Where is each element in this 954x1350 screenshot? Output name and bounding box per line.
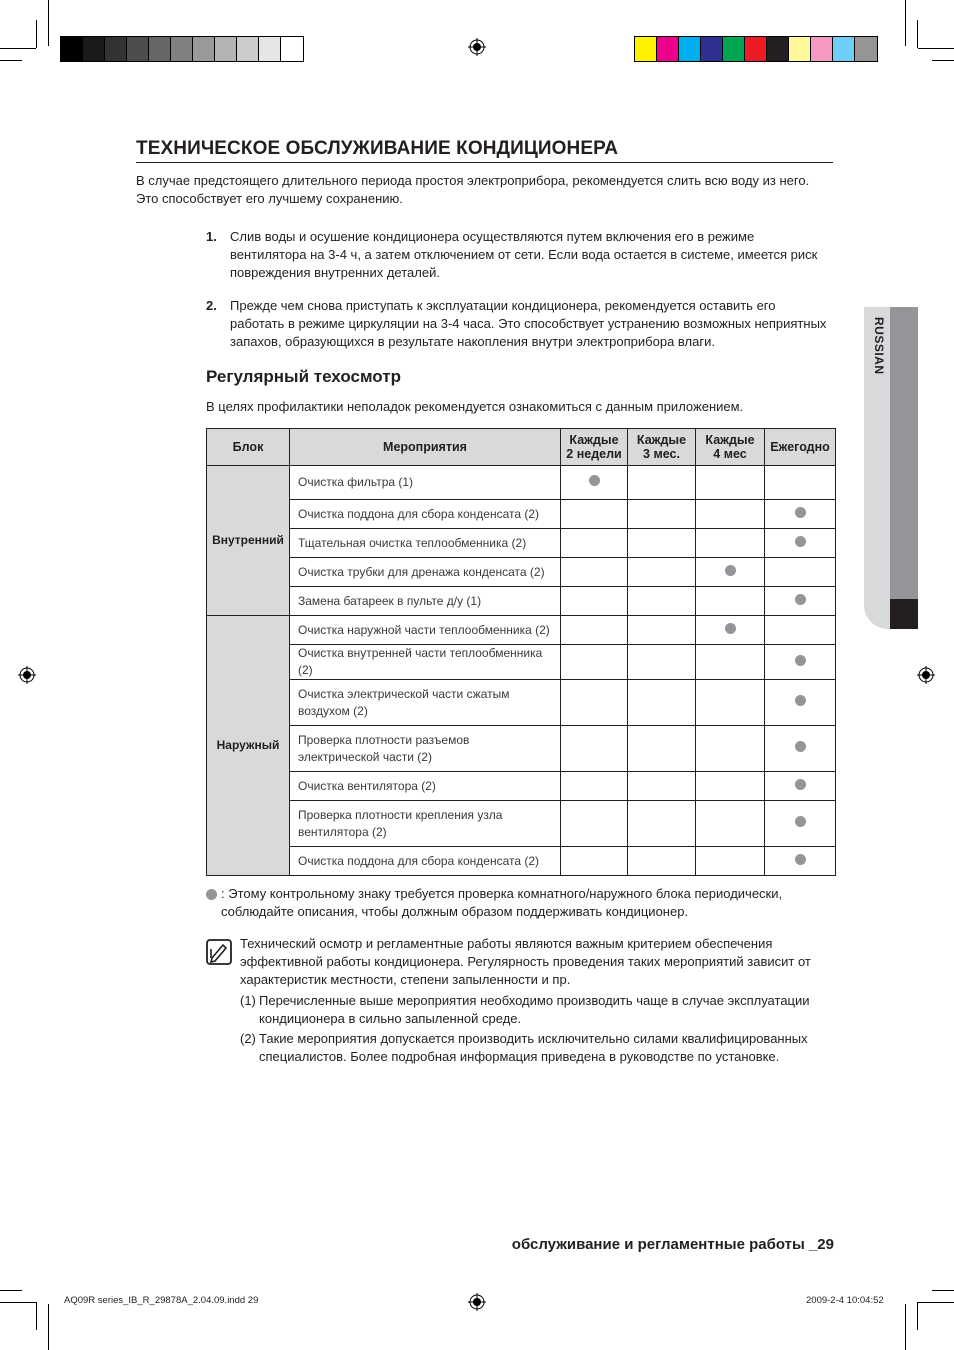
frequency-cell xyxy=(765,726,836,772)
table-row xyxy=(207,587,836,616)
frequency-cell xyxy=(765,587,836,616)
table-row xyxy=(207,466,836,500)
frequency-cell xyxy=(765,772,836,801)
activity-cell: Очистка фильтра (1) xyxy=(290,466,561,500)
intro-paragraph: В случае предстоящего длительного периода простоя электроприбора, рекомендуется слить всю воду из него. Это способствует его лучшему сохранению. xyxy=(136,173,810,206)
frequency-cell xyxy=(561,772,628,801)
note-item-text: Перечисленные выше мероприятия необходимо производить чаще в случае эксплуатации кондиционера в сильно запыленной среде. xyxy=(259,993,810,1026)
check-dot-icon xyxy=(725,623,736,634)
file-slug: AQ09R series_IB_R_29878A_2.04.09.indd 29 xyxy=(64,1295,259,1306)
activity-cell: Очистка наружной части теплообменника (2) xyxy=(290,616,561,645)
activity-cell: Очистка поддона для сбора конденсата (2) xyxy=(290,847,561,876)
frequency-cell xyxy=(765,645,836,680)
activity-cell: Замена батареек в пульте д/у (1) xyxy=(290,587,561,616)
frequency-cell xyxy=(696,466,765,500)
color-swatch xyxy=(723,37,745,61)
check-dot-icon xyxy=(795,594,806,605)
frequency-cell xyxy=(696,772,765,801)
header-activity: Мероприятия xyxy=(290,429,561,466)
table-row xyxy=(207,801,836,847)
frequency-cell xyxy=(561,529,628,558)
color-swatch xyxy=(193,37,215,61)
frequency-cell xyxy=(696,801,765,847)
frequency-cell xyxy=(628,680,696,726)
check-dot-icon xyxy=(206,889,217,900)
subsection-intro: В целях профилактики неполадок рекомендуется ознакомиться с данным приложением. xyxy=(206,399,744,414)
frequency-cell xyxy=(561,558,628,587)
frequency-cell xyxy=(765,801,836,847)
crop-mark xyxy=(0,1302,36,1303)
table-row xyxy=(207,847,836,876)
color-swatch xyxy=(105,37,127,61)
crop-mark xyxy=(932,60,954,61)
color-swatch xyxy=(811,37,833,61)
check-dot-icon xyxy=(795,779,806,790)
registration-mark-icon xyxy=(468,38,486,56)
table-row xyxy=(207,500,836,529)
block-cell: Наружный xyxy=(207,616,290,876)
color-swatch xyxy=(833,37,855,61)
frequency-cell xyxy=(628,587,696,616)
step-item xyxy=(206,297,831,351)
frequency-cell xyxy=(561,847,628,876)
frequency-cell xyxy=(696,680,765,726)
crop-mark xyxy=(932,1290,954,1291)
activity-cell: Очистка внутренней части теплообменника (2) xyxy=(290,645,561,680)
crop-mark xyxy=(905,0,906,46)
frequency-cell xyxy=(628,466,696,500)
color-swatch xyxy=(127,37,149,61)
registration-mark-icon xyxy=(468,1293,486,1311)
frequency-cell xyxy=(696,587,765,616)
table-row xyxy=(207,558,836,587)
note-item-label: (1) xyxy=(240,993,256,1008)
registration-mark-icon xyxy=(18,666,36,684)
step-text: Слив воды и осушение кондиционера осуществляются путем включения его в режиме вентилятора на 3-4 ч, а затем отключением от сети. Если вода остается в системе, имеется риск повреждения внутренних деталей. xyxy=(230,229,818,280)
activity-cell: Проверка плотности крепления узла вентилятора (2) xyxy=(290,801,561,847)
frequency-cell xyxy=(696,616,765,645)
block-cell: Внутренний xyxy=(207,466,290,616)
frequency-cell xyxy=(765,616,836,645)
table-header-row xyxy=(207,429,836,466)
check-dot-icon xyxy=(795,816,806,827)
color-swatch xyxy=(237,37,259,61)
frequency-cell xyxy=(765,500,836,529)
color-swatch xyxy=(281,37,303,61)
frequency-cell xyxy=(696,529,765,558)
activity-cell: Очистка поддона для сбора конденсата (2) xyxy=(290,500,561,529)
maintenance-table xyxy=(206,428,836,876)
frequency-cell xyxy=(561,801,628,847)
note-item-label: (2) xyxy=(240,1031,256,1046)
check-dot-icon xyxy=(589,475,600,486)
crop-mark xyxy=(918,48,954,49)
step-number: 2. xyxy=(206,298,217,313)
check-dot-icon xyxy=(795,507,806,518)
frequency-cell xyxy=(628,726,696,772)
check-dot-icon xyxy=(795,695,806,706)
header-two-weeks: Каждые 2 недели xyxy=(561,429,628,466)
frequency-cell xyxy=(765,680,836,726)
frequency-cell xyxy=(628,772,696,801)
frequency-cell xyxy=(628,847,696,876)
frequency-cell xyxy=(696,726,765,772)
frequency-cell xyxy=(561,645,628,680)
check-dot-icon xyxy=(795,655,806,666)
activity-cell: Очистка трубки для дренажа конденсата (2) xyxy=(290,558,561,587)
color-swatch xyxy=(855,37,877,61)
crop-mark xyxy=(36,20,37,48)
color-swatch xyxy=(745,37,767,61)
frequency-cell xyxy=(561,500,628,529)
frequency-cell xyxy=(628,529,696,558)
frequency-cell xyxy=(628,500,696,529)
color-swatch xyxy=(767,37,789,61)
crop-mark xyxy=(0,1290,22,1291)
frequency-cell xyxy=(765,466,836,500)
grayscale-bar xyxy=(60,36,304,62)
color-swatch xyxy=(789,37,811,61)
frequency-cell xyxy=(628,616,696,645)
header-four-months: Каждые 4 мес xyxy=(696,429,765,466)
date-slug: 2009-2-4 10:04:52 xyxy=(806,1295,884,1306)
crop-mark xyxy=(905,1304,906,1350)
color-swatch xyxy=(61,37,83,61)
color-swatch xyxy=(149,37,171,61)
color-swatch xyxy=(171,37,193,61)
step-number: 1. xyxy=(206,229,217,244)
note-text: Технический осмотр и регламентные работы являются важным критерием обеспечения эффективной работы кондиционера. Регулярность проведения таких мероприятий зависит от характеристик местности, степени запыленности и пр. xyxy=(240,936,811,987)
table-row xyxy=(207,529,836,558)
step-text: Прежде чем снова приступать к эксплуатации кондиционера, рекомендуется оставить его работать в режиме циркуляции на 3-4 часа. Это способствует устранению возможных неприятных запахов, образующихся в результате накопления внутри электроприбора влаги. xyxy=(230,298,827,349)
legend xyxy=(206,885,826,921)
header-three-months: Каждые 3 мес. xyxy=(628,429,696,466)
color-swatch xyxy=(259,37,281,61)
note-item xyxy=(240,1030,834,1066)
color-swatch xyxy=(657,37,679,61)
note-pencil-icon xyxy=(206,939,232,965)
frequency-cell xyxy=(561,680,628,726)
color-swatch xyxy=(679,37,701,61)
subsection-title: Регулярный техосмотр xyxy=(206,367,401,386)
header-yearly: Ежегодно xyxy=(765,429,836,466)
registration-mark-icon xyxy=(917,666,935,684)
crop-mark xyxy=(0,60,22,61)
table-row xyxy=(207,772,836,801)
crop-mark xyxy=(48,0,49,46)
check-dot-icon xyxy=(795,854,806,865)
legend-text: : Этому контрольному знаку требуется проверка комнатного/наружного блока периодически, соблюдайте описания, чтобы должным образом поддерживать кондиционер. xyxy=(221,886,783,919)
check-dot-icon xyxy=(795,741,806,752)
language-label: RUSSIAN xyxy=(872,317,886,375)
frequency-cell xyxy=(561,726,628,772)
activity-cell: Тщательная очистка теплообменника (2) xyxy=(290,529,561,558)
side-tab-bar xyxy=(890,307,918,599)
frequency-cell xyxy=(696,558,765,587)
frequency-cell xyxy=(628,558,696,587)
frequency-cell xyxy=(765,558,836,587)
check-dot-icon xyxy=(725,565,736,576)
frequency-cell xyxy=(696,500,765,529)
crop-mark xyxy=(917,20,918,48)
crop-mark xyxy=(918,1302,954,1303)
crop-mark xyxy=(48,1304,49,1350)
page-title: ТЕХНИЧЕСКОЕ ОБСЛУЖИВАНИЕ КОНДИЦИОНЕРА xyxy=(136,138,833,163)
frequency-cell xyxy=(765,529,836,558)
crop-mark xyxy=(0,48,36,49)
table-row xyxy=(207,680,836,726)
page-footer: обслуживание и регламентные работы _29 xyxy=(511,1236,834,1253)
side-tab-marker xyxy=(890,599,918,629)
table-row xyxy=(207,726,836,772)
header-block: Блок xyxy=(207,429,290,466)
frequency-cell xyxy=(561,587,628,616)
color-swatch xyxy=(701,37,723,61)
frequency-cell xyxy=(765,847,836,876)
note-item-text: Такие мероприятия допускается производить исключительно силами квалифицированных специалистов. Более подробная информация приведена в руководстве по установке. xyxy=(259,1031,808,1064)
color-swatch xyxy=(83,37,105,61)
frequency-cell xyxy=(628,645,696,680)
frequency-cell xyxy=(696,645,765,680)
activity-cell: Очистка электрической части сжатым воздухом (2) xyxy=(290,680,561,726)
frequency-cell xyxy=(696,847,765,876)
crop-mark xyxy=(917,1302,918,1330)
crop-mark xyxy=(36,1302,37,1330)
frequency-cell xyxy=(561,466,628,500)
frequency-cell xyxy=(561,616,628,645)
step-item xyxy=(206,228,831,282)
activity-cell: Очистка вентилятора (2) xyxy=(290,772,561,801)
color-bar xyxy=(634,36,878,62)
table-row xyxy=(207,645,836,680)
note-item xyxy=(240,992,834,1028)
color-swatch xyxy=(635,37,657,61)
frequency-cell xyxy=(628,801,696,847)
check-dot-icon xyxy=(795,536,806,547)
table-row xyxy=(207,616,836,645)
color-swatch xyxy=(215,37,237,61)
activity-cell: Проверка плотности разъемов электрической части (2) xyxy=(290,726,561,772)
